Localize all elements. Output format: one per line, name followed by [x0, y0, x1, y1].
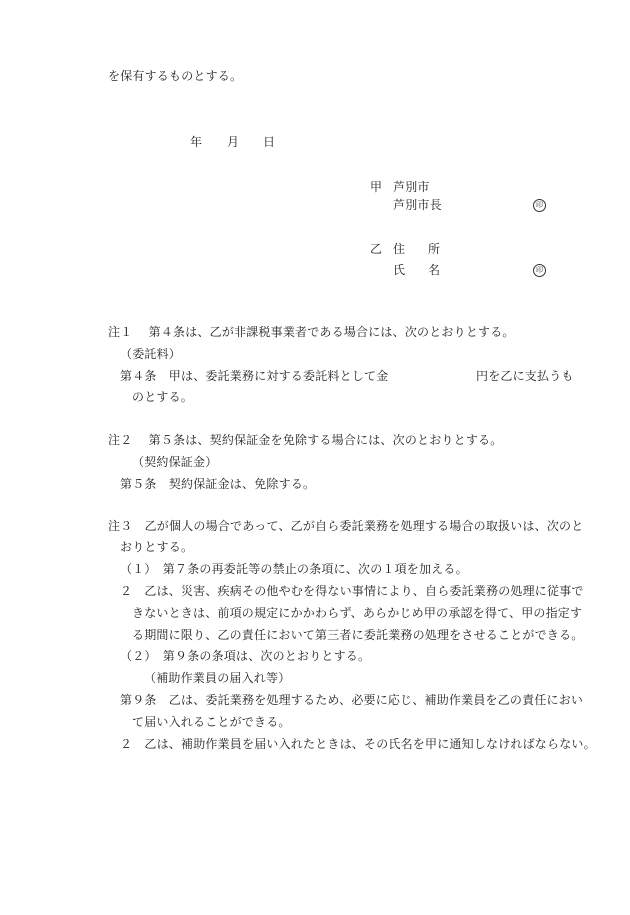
party-b-address-1: 住: [393, 242, 406, 256]
date-day: 日: [263, 135, 276, 149]
note-1-body-a: 第４条 甲は、委託業務に対する委託料として金: [120, 369, 389, 383]
date-month: 月: [227, 135, 240, 149]
note-2-heading: 注２ 第５条は、契約保証金を免除する場合には、次のとおりとする。: [108, 433, 503, 447]
note-1-heading: 注１ 第４条は、乙が非課税事業者である場合には、次のとおりとする。: [108, 325, 515, 339]
note-1-title: （委託料）: [120, 347, 182, 361]
note-1-body-c: のとする。: [132, 390, 194, 404]
preamble-text: を保有するものとする。: [108, 69, 243, 83]
note-2-title: （契約保証金）: [132, 455, 218, 469]
note-2-body: 第５条 契約保証金は、免除する。: [120, 477, 316, 491]
party-a-mayor: 芦別市長: [393, 198, 442, 212]
party-b-label: 乙: [370, 242, 383, 256]
party-b-seal-icon: 印: [533, 264, 546, 277]
party-a-seal-icon: 印: [533, 199, 546, 212]
party-b-name-2: 名: [428, 263, 441, 277]
note-3-item-1-para-3: る期間に限り、乙の責任において第三者に委託業務の処理をさせることができる。: [132, 628, 584, 642]
party-a-label: 甲: [370, 180, 383, 194]
note-3-item-1: （１） 第７条の再委託等の禁止の条項に、次の１項を加える。: [120, 562, 468, 576]
note-3-item-1-para-2: きないときは、前項の規定にかかわらず、あらかじめ甲の承認を得て、甲の指定す: [132, 606, 583, 620]
note-3-item-2-article-a1: 第９条 乙は、委託業務を処理するため、必要に応じ、補助作業員を乙の責任におい: [120, 693, 584, 707]
note-3-heading: 注３ 乙が個人の場合であって、乙が自ら委託業務を処理する場合の取扱いは、次のと: [108, 519, 584, 533]
party-b-address-2: 所: [428, 242, 441, 256]
note-3-item-2-title: （補助作業員の届入れ等）: [144, 671, 291, 685]
date-year: 年: [190, 135, 203, 149]
note-3-heading-cont: おりとする。: [120, 540, 194, 554]
party-b-name-1: 氏: [393, 263, 406, 277]
party-a-city: 芦別市: [393, 180, 430, 194]
note-1-body-b: 円を乙に支払うも: [476, 369, 574, 383]
note-3-item-2: （２） 第９条の条項は、次のとおりとする。: [120, 649, 371, 663]
note-3-item-2-article-a2: て届い入れることができる。: [132, 715, 291, 729]
note-3-item-1-para-1: ２ 乙は、災害、疾病その他やむを得ない事情により、自ら委託業務の処理に従事で: [120, 584, 584, 598]
note-3-item-2-article-b: ２ 乙は、補助作業員を届い入れたときは、その氏名を甲に通知しなければならない。: [120, 737, 596, 751]
